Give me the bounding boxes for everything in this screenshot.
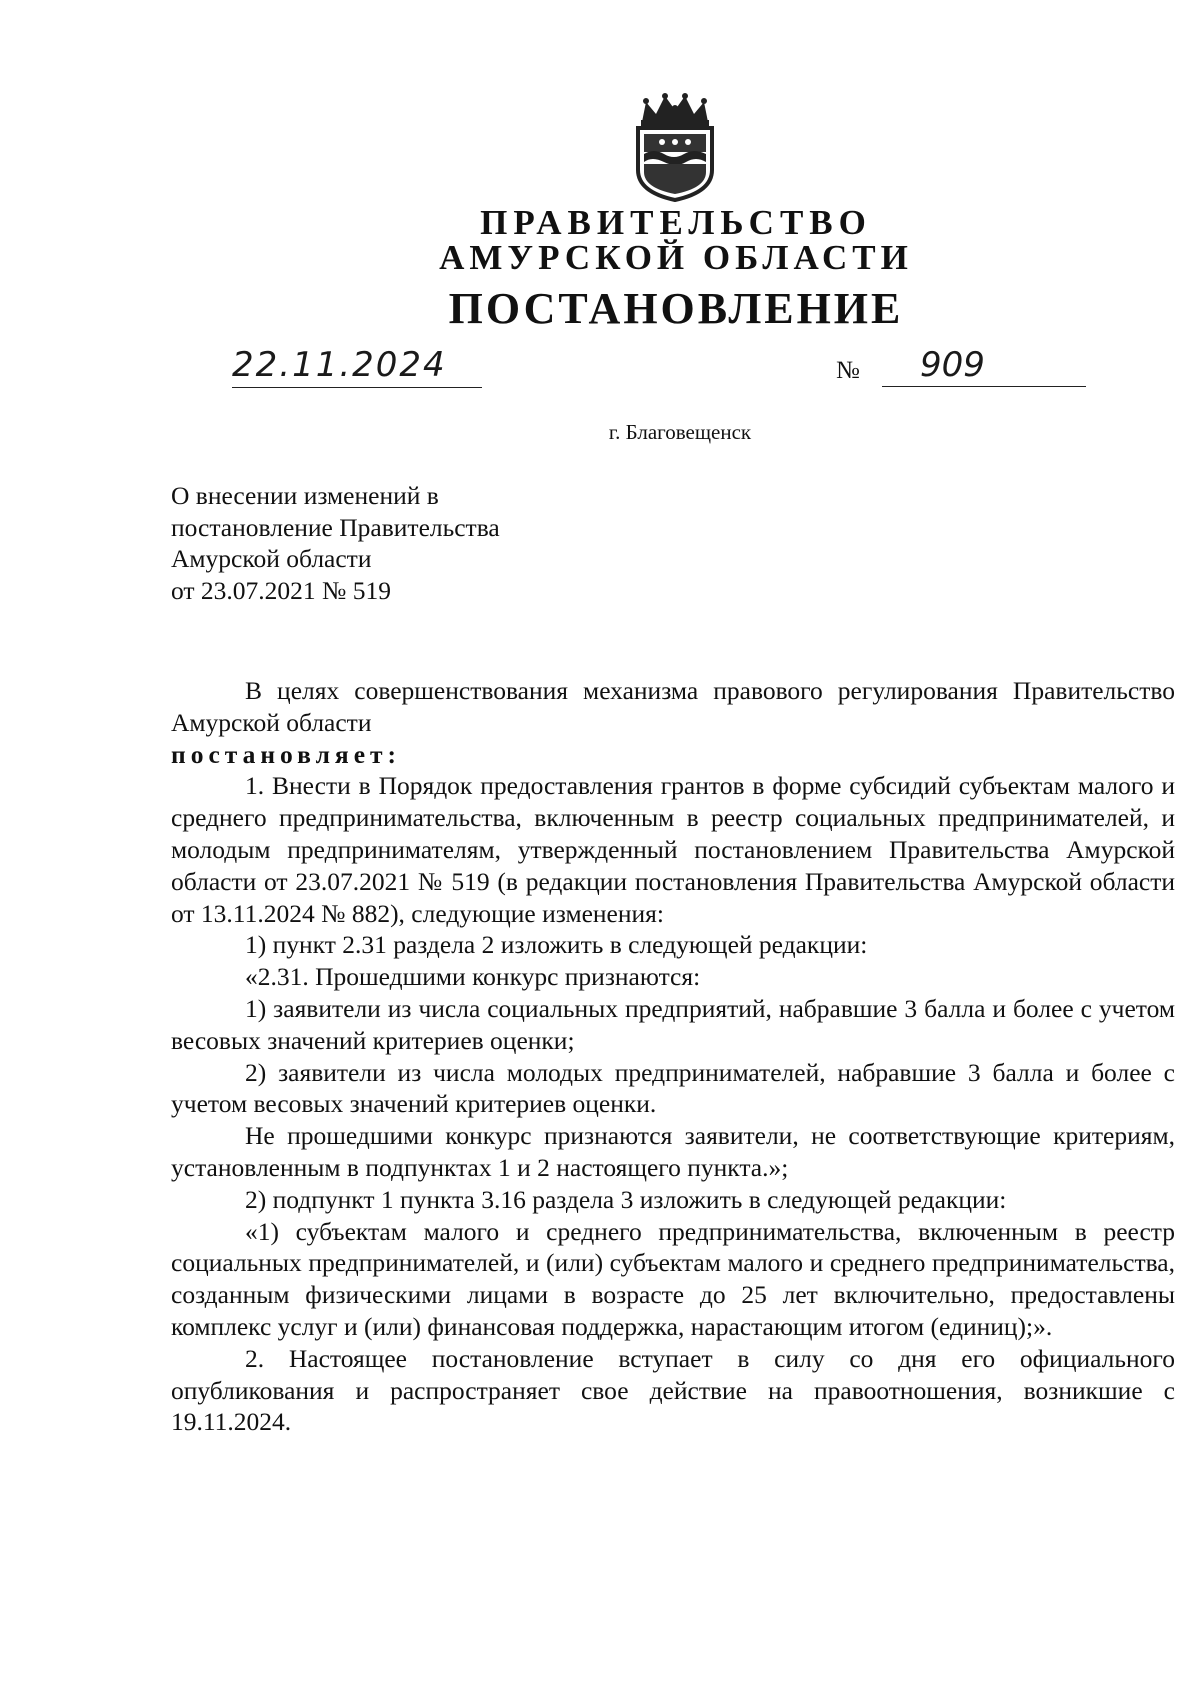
title-line: постановление Правительства <box>171 512 500 542</box>
number-label: № <box>836 357 860 384</box>
subparagraph-1-1: 1) пункт 2.31 раздела 2 изложить в следующей редакции: <box>245 930 868 960</box>
paragraph-2: 2. Настоящее постановление вступает в силу со дня его официального опубликования и распространяет свое действие на правоотношения, возникшие с 19.11.2024. <box>171 1343 1175 1437</box>
title-line: Амурской области <box>171 544 372 573</box>
intro-paragraph: В целях совершенствования механизма правового регулирования Правительство Амурской области <box>171 676 1175 737</box>
subparagraph-1-2: 2) подпункт 1 пункта 3.16 раздела 3 изложить в следующей редакции: <box>245 1184 1007 1214</box>
org-name-line1: ПРАВИТЕЛЬСТВО <box>480 203 872 242</box>
paragraph-1: 1. Внести в Порядок предоставления грантов в форме субсидий субъектам малого и среднего предпринимательства, включенным в реестр социальных предпринимателей, и молодым предпринимателям, утвержденный постановлением Правительства Амурской области от 23.07.2021 № 519 (в редакции постановления Правительства Амурской области от 13.11.2024 № 882), следующие изменения: <box>171 771 1175 928</box>
clause-2-31-item-1: 1) заявители из числа социальных предприятий, набравшие 3 балла и более с учетом весовых значений критериев оценки; <box>171 993 1175 1055</box>
city: г. Благовещенск <box>608 420 752 444</box>
org-name-line2: АМУРСКОЙ ОБЛАСТИ <box>439 238 913 277</box>
clause-2-31-item-2: 2) заявители из числа молодых предпринимателей, набравшие 3 балла и более с учетом весовых значений критериев оценки. <box>171 1057 1175 1119</box>
title-line: от 23.07.2021 № 519 <box>171 575 392 605</box>
resolves-word: постановляет: <box>171 739 402 769</box>
document-type: ПОСТАНОВЛЕНИЕ <box>448 284 904 333</box>
title-line: О внесении изменений в <box>171 481 439 510</box>
document-title <box>171 480 500 606</box>
coat-of-arms-icon <box>632 92 718 202</box>
clause-3-16-item-1: «1) субъектам малого и среднего предпринимательства, включенным в реестр социальных предпринимателей, и (или) субъектам малого и среднего предпринимательства, созданным физическими лицами в возрасте до 25 лет включительно, предоставлены комплекс услуг и (или) финансовая поддержка, нарастающим итогом (единиц);». <box>171 1216 1175 1341</box>
handwritten-date: 22.11.2024 <box>232 345 482 388</box>
clause-2-31: «2.31. Прошедшими конкурс признаются: <box>245 962 701 992</box>
document-body <box>171 675 1175 1438</box>
handwritten-document-number: 909 <box>882 345 1086 387</box>
clause-2-31-note: Не прошедшими конкурс признаются заявители, не соответствующие критериям, установленным в подпунктах 1 и 2 настоящего пункта.»; <box>171 1121 1175 1182</box>
